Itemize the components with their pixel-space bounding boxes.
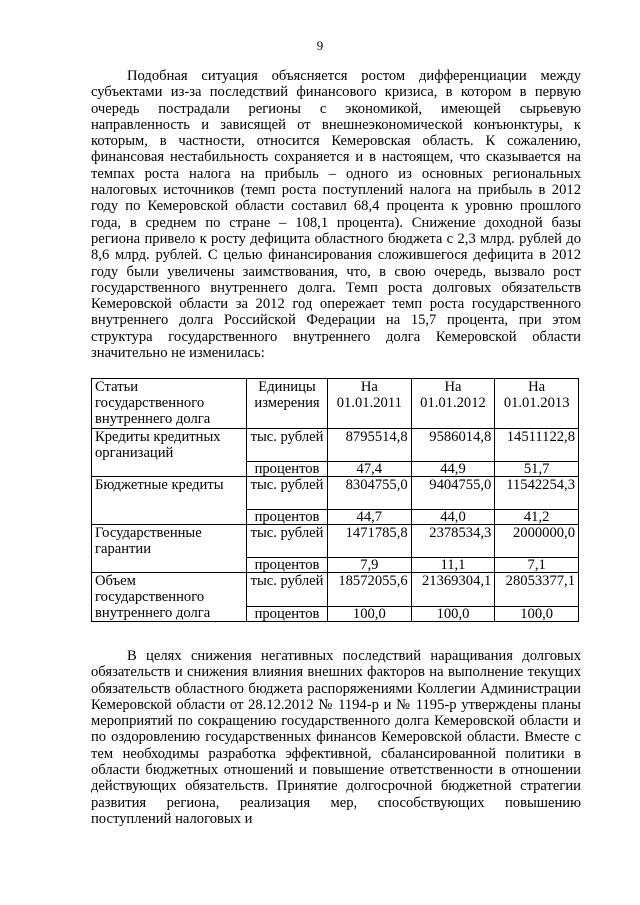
amount-2012: 2378534,3 — [411, 525, 495, 558]
amount-2013: 28053377,1 — [495, 573, 579, 607]
header-2012: На 01.01.2012 — [411, 379, 495, 429]
percent-2012: 44,0 — [411, 510, 495, 525]
unit-thousand: тыс. рублей — [247, 573, 328, 607]
unit-percent: процентов — [247, 606, 328, 621]
row-name: Бюджетные кредиты — [92, 477, 247, 525]
percent-2011: 47,4 — [328, 462, 412, 477]
table-row — [92, 573, 579, 607]
row-name: Государственные гарантии — [92, 525, 247, 573]
paragraph-measures: В целях снижения негативных последствий наращивания долговых обязательств и снижения влияния внешних факторов на выполнение текущих обязательств областного бюджета распоряжениями Коллегии Администрации Кемеровской области от 28.12.2012 № 1194-р и № 1195-р утверждены планы мероприятий по сокращению государственного долга Кемеровской области и по оздоровлению государственных финансов Кемеровской области. Вместе с тем необходимы разработка эффективной, сбалансированной политики в области бюджетных отношений и повышение ответственности в отношении действующих обязательств. Принятие долгосрочной бюджетной стратегии развития региона, реализация мер, способствующих повышению поступлений налоговых и — [91, 648, 581, 827]
amount-2011: 8795514,8 — [328, 429, 412, 462]
table-header-row — [92, 379, 579, 429]
percent-2013: 41,2 — [495, 510, 579, 525]
percent-2012: 44,9 — [411, 462, 495, 477]
header-2013: На 01.01.2013 — [495, 379, 579, 429]
header-item: Статьи государственного внутреннего долга — [92, 379, 247, 429]
percent-2011: 44,7 — [328, 510, 412, 525]
percent-2013: 7,1 — [495, 558, 579, 573]
unit-thousand: тыс. рублей — [247, 525, 328, 558]
amount-2013: 11542254,3 — [495, 477, 579, 510]
row-name: Кредиты кредитных организаций — [92, 429, 247, 477]
paragraph-intro: Подобная ситуация объясняется ростом дифференциации между субъектами из-за последствий финансового кризиса, в котором в первую очередь пострадали регионы с экономикой, имеющей сырьевую направленность и зависящей от внешнеэкономической конъюнктуры, к которым, в частности, относится Кемеровская область. К сожалению, финансовая нестабильность сохраняется и в настоящем, что сказывается на темпах роста налога на прибыль – одного из основных региональных налоговых источников (темп роста поступлений налога на прибыль в 2012 году по Кемеровской области составил 68,4 процента к уровню прошлого года, в среднем по стране – 108,1 процента). Снижение доходной базы региона привело к росту дефицита областного бюджета с 2,3 млрд. рублей до 8,6 млрд. рублей. С целью финансирования сложившегося дефицита в 2012 году были увеличены заимствования, что, в свою очередь, вызвало рост государственного внутреннего долга. Темп роста долговых обязательств Кемеровской области за 2012 год опережает темп роста государственного внутреннего долга Российской Федерации на 15,7 процента, при этом структура государственного внутреннего долга Кемеровской области значительно не изменилась: — [91, 68, 581, 362]
amount-2012: 9586014,8 — [411, 429, 495, 462]
unit-thousand: тыс. рублей — [247, 477, 328, 510]
page-number: 9 — [316, 38, 324, 53]
row-name: Объем государственного внутреннего долга — [92, 573, 247, 622]
header-2011: На 01.01.2011 — [328, 379, 412, 429]
table-row — [92, 525, 579, 558]
table-row — [92, 477, 579, 510]
percent-2012: 11,1 — [411, 558, 495, 573]
percent-2011: 100,0 — [328, 606, 412, 621]
amount-2011: 18572055,6 — [328, 573, 412, 607]
amount-2012: 9404755,0 — [411, 477, 495, 510]
amount-2011: 8304755,0 — [328, 477, 412, 510]
table-row — [92, 429, 579, 462]
amount-2012: 21369304,1 — [411, 573, 495, 607]
percent-2012: 100,0 — [411, 606, 495, 621]
header-unit: Единицы измерения — [247, 379, 328, 429]
unit-percent: процентов — [247, 462, 328, 477]
unit-thousand: тыс. рублей — [247, 429, 328, 462]
unit-percent: процентов — [247, 510, 328, 525]
percent-2013: 100,0 — [495, 606, 579, 621]
percent-2013: 51,7 — [495, 462, 579, 477]
amount-2013: 2000000,0 — [495, 525, 579, 558]
debt-structure-table — [91, 378, 579, 622]
unit-percent: процентов — [247, 558, 328, 573]
amount-2011: 1471785,8 — [328, 525, 412, 558]
percent-2011: 7,9 — [328, 558, 412, 573]
amount-2013: 14511122,8 — [495, 429, 579, 462]
